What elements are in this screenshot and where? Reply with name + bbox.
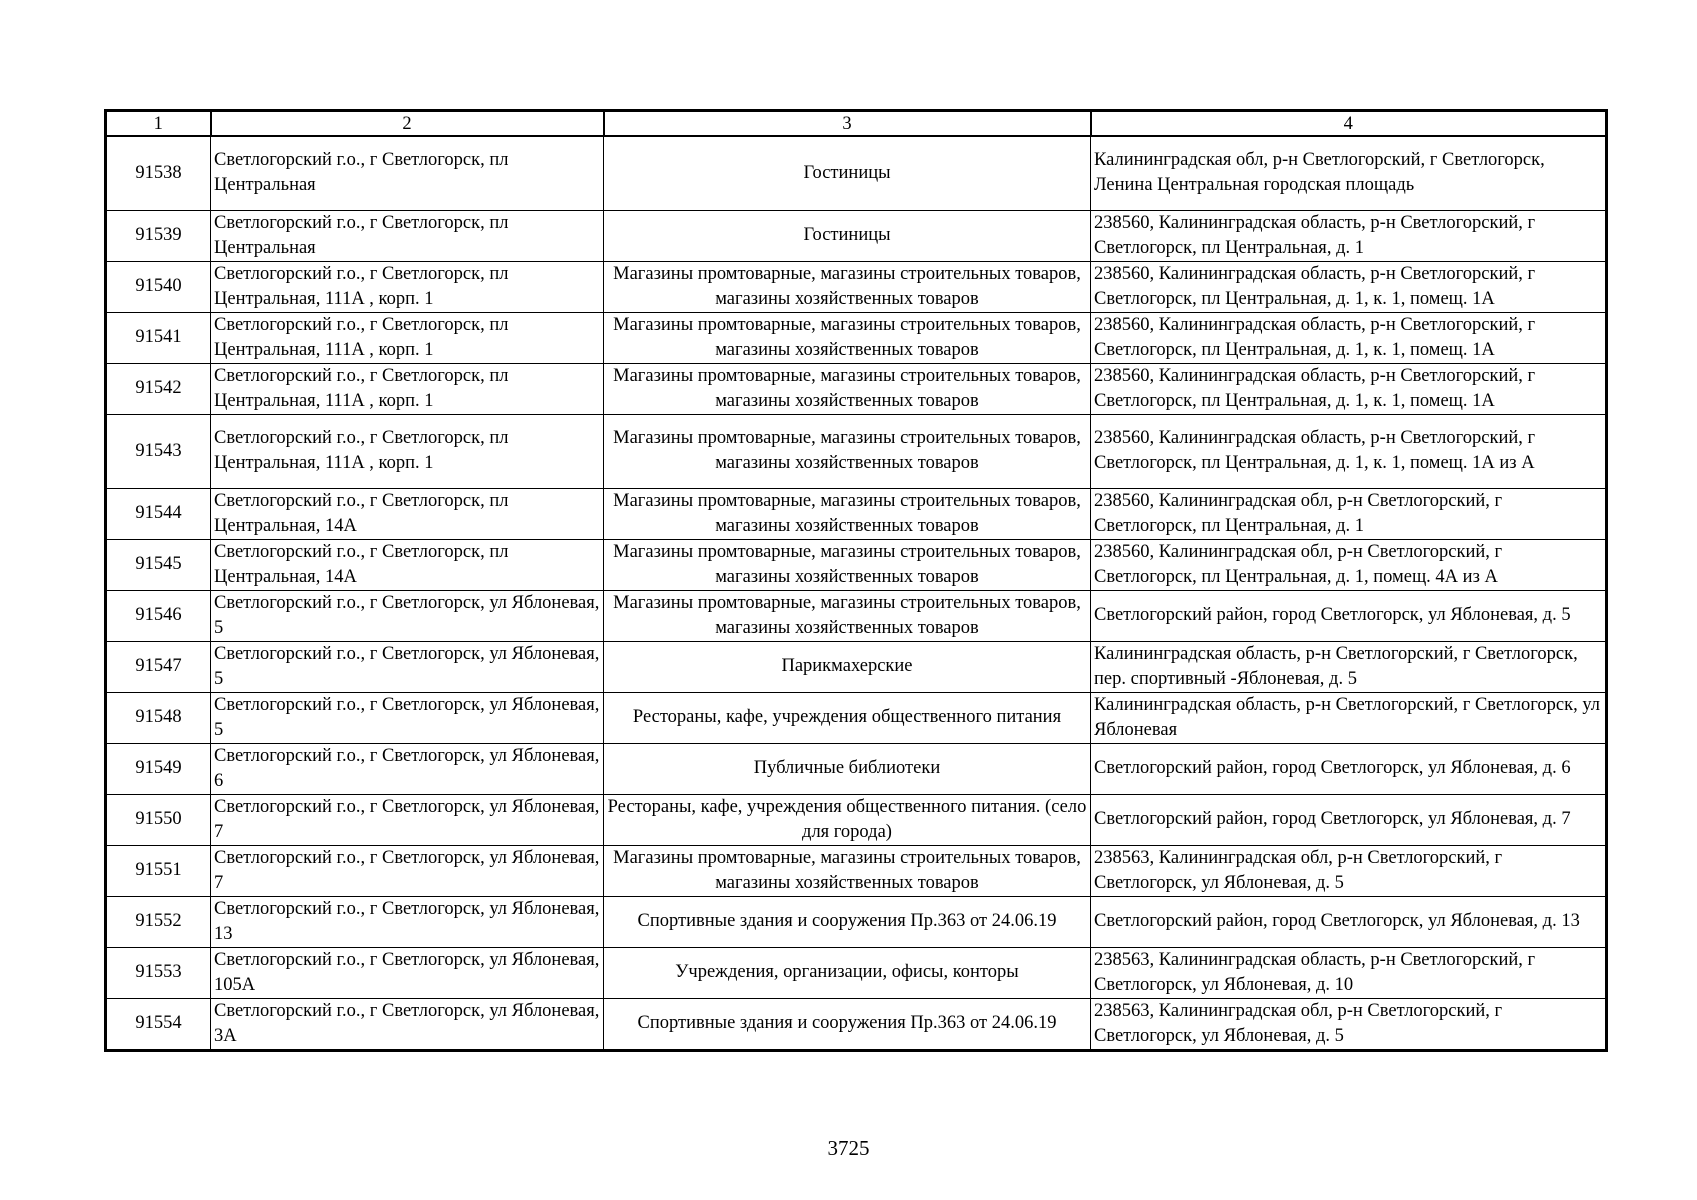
row-address: Светлогорский район, город Светлогорск, ул Яблоневая, д. 13 (1091, 896, 1607, 947)
table-row (106, 743, 1607, 794)
column-header: 2 (211, 111, 604, 137)
table-row (106, 794, 1607, 845)
table-row (106, 414, 1607, 488)
row-id: 91539 (106, 210, 211, 261)
row-id: 91550 (106, 794, 211, 845)
row-address: 238560, Калининградская обл, р-н Светлогорский, г Светлогорск, пл Центральная, д. 1, помещ. 4А из А (1091, 539, 1607, 590)
row-location: Светлогорский г.о., г Светлогорск, ул Яблоневая, 7 (211, 845, 604, 896)
row-category: Магазины промтоварные, магазины строительных товаров, магазины хозяйственных товаров (604, 845, 1091, 896)
row-location: Светлогорский г.о., г Светлогорск, пл Центральная, 111А , корп. 1 (211, 414, 604, 488)
row-category: Магазины промтоварные, магазины строительных товаров, магазины хозяйственных товаров (604, 414, 1091, 488)
row-location: Светлогорский г.о., г Светлогорск, ул Яблоневая, 13 (211, 896, 604, 947)
row-location: Светлогорский г.о., г Светлогорск, пл Центральная, 111А , корп. 1 (211, 363, 604, 414)
table-header-row (106, 111, 1607, 137)
table-row (106, 590, 1607, 641)
row-id: 91552 (106, 896, 211, 947)
row-address: Калининградская обл, р-н Светлогорский, г Светлогорск, Ленина Центральная городская площадь (1091, 136, 1607, 210)
column-header: 4 (1091, 111, 1607, 137)
row-location: Светлогорский г.о., г Светлогорск, ул Яблоневая, 7 (211, 794, 604, 845)
table-row (106, 998, 1607, 1050)
row-address: Калининградская область, р-н Светлогорский, г Светлогорск, пер. спортивный -Яблоневая, д. 5 (1091, 641, 1607, 692)
row-address: 238560, Калининградская обл, р-н Светлогорский, г Светлогорск, пл Центральная, д. 1 (1091, 488, 1607, 539)
row-address: 238560, Калининградская область, р-н Светлогорский, г Светлогорск, пл Центральная, д. 1 (1091, 210, 1607, 261)
row-category: Магазины промтоварные, магазины строительных товаров, магазины хозяйственных товаров (604, 488, 1091, 539)
table-row (106, 896, 1607, 947)
row-id: 91538 (106, 136, 211, 210)
row-address: 238563, Калининградская область, р-н Светлогорский, г Светлогорск, ул Яблоневая, д. 10 (1091, 947, 1607, 998)
row-id: 91549 (106, 743, 211, 794)
column-header: 1 (106, 111, 211, 137)
table-row (106, 312, 1607, 363)
row-category: Гостиницы (604, 136, 1091, 210)
row-location: Светлогорский г.о., г Светлогорск, ул Яблоневая, 5 (211, 590, 604, 641)
table-row (106, 947, 1607, 998)
table-row (106, 539, 1607, 590)
column-header: 3 (604, 111, 1091, 137)
row-id: 91544 (106, 488, 211, 539)
row-category: Гостиницы (604, 210, 1091, 261)
row-address: 238560, Калининградская область, р-н Светлогорский, г Светлогорск, пл Центральная, д. 1, к. 1, помещ. 1А (1091, 312, 1607, 363)
row-address: Светлогорский район, город Светлогорск, ул Яблоневая, д. 7 (1091, 794, 1607, 845)
row-id: 91547 (106, 641, 211, 692)
table-row (106, 845, 1607, 896)
row-id: 91546 (106, 590, 211, 641)
row-id: 91551 (106, 845, 211, 896)
row-address: Светлогорский район, город Светлогорск, ул Яблоневая, д. 6 (1091, 743, 1607, 794)
row-category: Учреждения, организации, офисы, конторы (604, 947, 1091, 998)
row-location: Светлогорский г.о., г Светлогорск, ул Яблоневая, 5 (211, 641, 604, 692)
row-address: 238560, Калининградская область, р-н Светлогорский, г Светлогорск, пл Центральная, д. 1, к. 1, помещ. 1А (1091, 363, 1607, 414)
row-id: 91548 (106, 692, 211, 743)
row-id: 91542 (106, 363, 211, 414)
table-row (106, 261, 1607, 312)
row-category: Магазины промтоварные, магазины строительных товаров, магазины хозяйственных товаров (604, 539, 1091, 590)
row-location: Светлогорский г.о., г Светлогорск, пл Центральная, 111А , корп. 1 (211, 312, 604, 363)
row-category: Публичные библиотеки (604, 743, 1091, 794)
row-id: 91553 (106, 947, 211, 998)
row-id: 91540 (106, 261, 211, 312)
row-address: 238560, Калининградская область, р-н Светлогорский, г Светлогорск, пл Центральная, д. 1, к. 1, помещ. 1А из А (1091, 414, 1607, 488)
row-category: Спортивные здания и сооружения Пр.363 от 24.06.19 (604, 998, 1091, 1050)
row-category: Магазины промтоварные, магазины строительных товаров, магазины хозяйственных товаров (604, 363, 1091, 414)
row-location: Светлогорский г.о., г Светлогорск, пл Центральная (211, 136, 604, 210)
row-category: Магазины промтоварные, магазины строительных товаров, магазины хозяйственных товаров (604, 312, 1091, 363)
table-row (106, 363, 1607, 414)
table-row (106, 210, 1607, 261)
page-number: 3725 (827, 1136, 870, 1160)
row-address: 238563, Калининградская обл, р-н Светлогорский, г Светлогорск, ул Яблоневая, д. 5 (1091, 998, 1607, 1050)
row-id: 91554 (106, 998, 211, 1050)
row-category: Магазины промтоварные, магазины строительных товаров, магазины хозяйственных товаров (604, 261, 1091, 312)
registry-table (104, 109, 1608, 1052)
row-location: Светлогорский г.о., г Светлогорск, пл Центральная, 111А , корп. 1 (211, 261, 604, 312)
row-location: Светлогорский г.о., г Светлогорск, ул Яблоневая, 3А (211, 998, 604, 1050)
row-id: 91543 (106, 414, 211, 488)
row-category: Спортивные здания и сооружения Пр.363 от 24.06.19 (604, 896, 1091, 947)
row-address: 238560, Калининградская область, р-н Светлогорский, г Светлогорск, пл Центральная, д. 1, к. 1, помещ. 1А (1091, 261, 1607, 312)
table-row (106, 641, 1607, 692)
row-id: 91545 (106, 539, 211, 590)
row-location: Светлогорский г.о., г Светлогорск, ул Яблоневая, 105А (211, 947, 604, 998)
table-row (106, 692, 1607, 743)
table-row (106, 136, 1607, 210)
row-id: 91541 (106, 312, 211, 363)
row-location: Светлогорский г.о., г Светлогорск, ул Яблоневая, 6 (211, 743, 604, 794)
row-location: Светлогорский г.о., г Светлогорск, пл Центральная (211, 210, 604, 261)
row-category: Магазины промтоварные, магазины строительных товаров, магазины хозяйственных товаров (604, 590, 1091, 641)
row-category: Рестораны, кафе, учреждения общественного питания (604, 692, 1091, 743)
row-category: Рестораны, кафе, учреждения общественного питания. (село для города) (604, 794, 1091, 845)
row-location: Светлогорский г.о., г Светлогорск, пл Центральная, 14А (211, 539, 604, 590)
row-address: Светлогорский район, город Светлогорск, ул Яблоневая, д. 5 (1091, 590, 1607, 641)
row-location: Светлогорский г.о., г Светлогорск, пл Центральная, 14А (211, 488, 604, 539)
row-location: Светлогорский г.о., г Светлогорск, ул Яблоневая, 5 (211, 692, 604, 743)
table-row (106, 488, 1607, 539)
row-address: Калининградская область, р-н Светлогорский, г Светлогорск, ул Яблоневая (1091, 692, 1607, 743)
registry-table-body (106, 111, 1607, 1051)
row-address: 238563, Калининградская обл, р-н Светлогорский, г Светлогорск, ул Яблоневая, д. 5 (1091, 845, 1607, 896)
row-category: Парикмахерские (604, 641, 1091, 692)
